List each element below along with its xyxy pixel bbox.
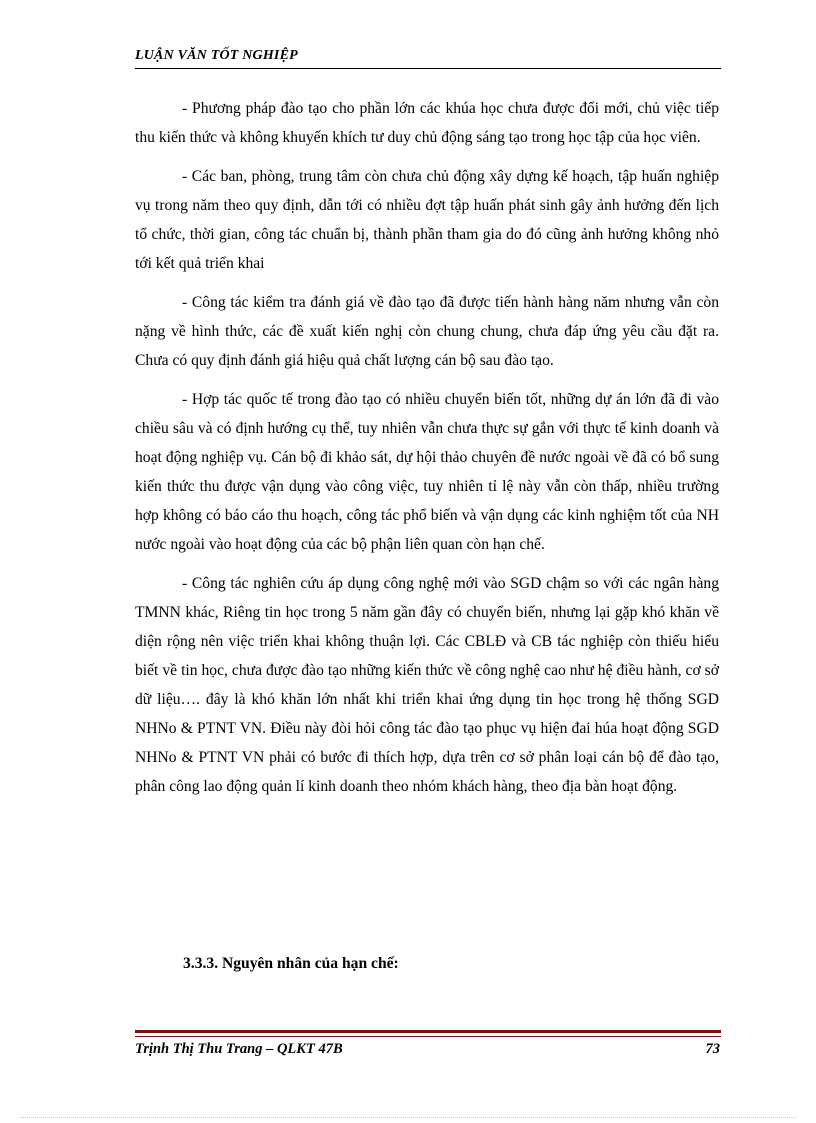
running-header-title: LUẬN VĂN TỐT NGHIỆP [135,48,298,63]
footer-rule-thin [135,1036,721,1037]
paragraph-training-planning: - Các ban, phòng, trung tâm còn chưa chủ động xây dựng kế hoạch, tập huấn nghiệp vụ trong năm theo quy định, dẫn tới có nhiều đợt tập huấn phát sinh gây ảnh hưởng đến lịch tổ chức, thời gian, công tác chuẩn bị, thành phần tham gia do đó cũng ảnh hưởng không nhỏ tới kết quả triển khai [135,168,719,272]
section-heading: 3.3.3. Nguyên nhân của hạn chế: [183,955,399,972]
paragraph-international-cooperation: - Hợp tác quốc tế trong đào tạo có nhiều chuyển biến tốt, những dự án lớn đã đi vào chiều sâu và có định hướng cụ thể, tuy nhiên vẫn chưa thực sự gắn với thực tế kinh doanh và hoạt động nghiệp vụ. Cán bộ đi khảo sát, dự hội thảo chuyên đề nước ngoài về đã có bổ sung kiến thức thu được vận dụng vào công việc, tuy nhiên tỉ lệ này vẫn còn thấp, nhiều trường hợp không có báo cáo thu hoạch, công tác phổ biến và vận dụng các kinh nghiệm tốt của NH nước ngoài vào hoạt động của các bộ phận liên quan còn hạn chế. [135,391,719,553]
header-rule [135,68,721,69]
page-number: 73 [705,1041,720,1057]
footer-rule-thick [135,1030,721,1033]
page-edge-divider [20,1117,796,1118]
body-text [135,94,719,811]
paragraph-evaluation: - Công tác kiểm tra đánh giá về đào tạo đã được tiến hành hàng năm nhưng vẫn còn nặng về hình thức, các đề xuất kiến nghị còn chung chung, chưa đáp ứng yêu cầu đặt ra. Chưa có quy định đánh giá hiệu quả chất lượng cán bộ sau đào tạo. [135,294,719,369]
paragraph-training-methods: - Phương pháp đào tạo cho phần lớn các khúa học chưa được đổi mới, chủ việc tiếp thu kiến thức và không khuyến khích tư duy chủ động sáng tạo trong học tập của học viên. [135,100,719,146]
paragraph-technology: - Công tác nghiên cứu áp dụng công nghệ mới vào SGD chậm so với các ngân hàng TMNN khác, Riêng tin học trong 5 năm gần đây có chuyển biến, nhưng lại gặp khó khăn về diện rộng nên việc triển khai không thuận lợi. Các CBLĐ và CB tác nghiệp còn thiếu hiểu biết về tin học, chưa được đào tạo những kiến thức về công nghệ cao như hệ điều hành, cơ sở dữ liệu…. đây là khó khăn lớn nhất khi triển khai ứng dụng tin học trong hệ thống SGD NHNo & PTNT VN. Điều này đòi hỏi công tác đào tạo phục vụ hiện đai húa hoạt động SGD NHNo & PTNT VN phải có bước đi thích hợp, dựa trên cơ sở phân loại cán bộ để đào tạo, phân công lao động quản lí kinh doanh theo nhóm khách hàng, theo địa bàn hoạt động. [135,575,719,795]
footer-author: Trịnh Thị Thu Trang – QLKT 47B [135,1041,343,1057]
